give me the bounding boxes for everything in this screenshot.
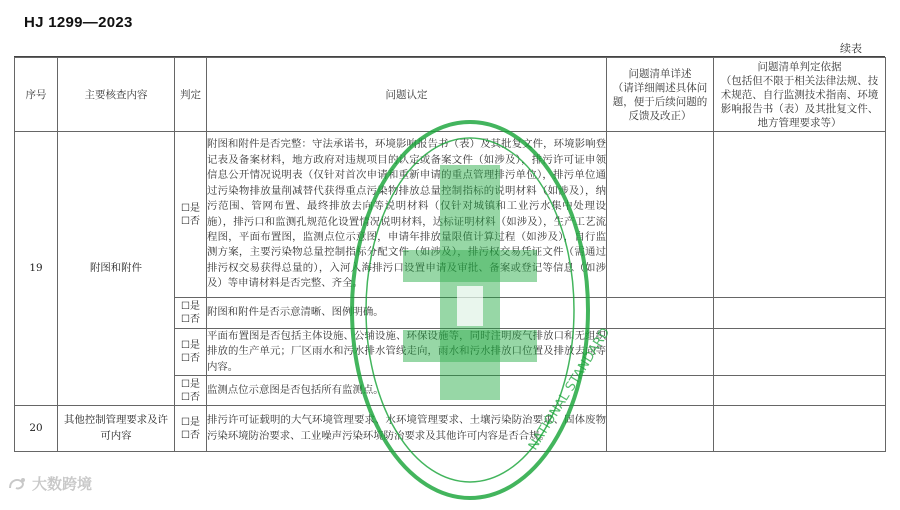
table-row [15, 406, 886, 452]
judge-no-checkbox[interactable]: ☐否 [181, 314, 200, 325]
footer-logo-text: 大数跨境 [32, 475, 93, 493]
detail-cell[interactable] [607, 376, 714, 406]
issue-description: 附图和附件是否示意清晰、图例明确。 [207, 298, 607, 329]
judge-cell [175, 329, 207, 376]
judge-yes-checkbox[interactable]: ☐是 [181, 301, 200, 312]
judge-no-checkbox[interactable]: ☐否 [181, 429, 200, 441]
basis-cell[interactable] [714, 406, 886, 452]
judge-cell [175, 298, 207, 329]
issue-description: 平面布置图是否包括主体设施、公辅设施、环保设施等，同时注明废气排放口和无组织排放的生产单元；厂区雨水和污水排水管线走向，雨水和污水排放口位置及排放去向等内容。 [207, 329, 607, 376]
inspection-item: 附图和附件 [58, 132, 175, 406]
col-header-item: 主要核查内容 [58, 58, 175, 132]
basis-cell[interactable] [714, 298, 886, 329]
col-header-issue: 问题认定 [207, 58, 607, 132]
row-number: 20 [15, 406, 58, 452]
basis-cell[interactable] [714, 329, 886, 376]
footer-logo [8, 473, 92, 494]
watermark-text: NATIONAL STANDARD [525, 325, 614, 454]
judge-yes-checkbox[interactable]: ☐是 [181, 202, 200, 214]
judge-yes-checkbox[interactable]: ☐是 [181, 378, 200, 390]
detail-cell[interactable] [607, 329, 714, 376]
document-code: HJ 1299—2023 [24, 14, 133, 31]
judge-no-checkbox[interactable]: ☐否 [181, 391, 200, 403]
table-row [15, 132, 886, 298]
row-number: 19 [15, 132, 58, 406]
continued-label: 续表 [840, 42, 862, 55]
inspection-table [14, 57, 886, 452]
judge-cell [175, 376, 207, 406]
detail-cell[interactable] [607, 298, 714, 329]
judge-yes-checkbox[interactable]: ☐是 [181, 340, 200, 352]
judge-cell [175, 406, 207, 452]
col-header-judge: 判定 [175, 58, 207, 132]
col-header-no: 序号 [15, 58, 58, 132]
judge-no-checkbox[interactable]: ☐否 [181, 215, 200, 227]
detail-cell[interactable] [607, 406, 714, 452]
judge-cell [175, 132, 207, 298]
detail-cell[interactable] [607, 132, 714, 298]
issue-description: 附图和附件是否完整：守法承诺书，环境影响报告书（表）及其批复文件，环境影响登记表及备案材料，地方政府对违规项目的认定或备案文件（如涉及），排污许可证申领信息公开情况说明表（仅针对首次申请和重新申请的重点管理排污单位），排污单位通过污染物排放量削减替代获得重点污染物排放总量控制指标的说明材料（如涉及），纳污范围、管网布置、最终排放去向等说明材料（仅针对城镇和工业污水集中处理设施），排污口和监测孔规范化设置情况说明材料，达标证明材料（如涉及），生产工艺流程图，平面布置图，监测点位示意图，申请年排放量限值计算过程（如涉及），自行监测方案，主要污染物总量控制指标分配文件（如涉及），排污权交易凭证文件（需通过排污权交易获得总量的），入河入海排污口设置申请及审批、备案或登记等信息（如涉及）等申请材料是否完整、齐全。 [207, 132, 607, 298]
issue-description: 监测点位示意图是否包括所有监测点。 [207, 376, 607, 406]
col-header-detail: 问题清单详述 （请详细阐述具体问题，便于后续问题的反馈及改正） [607, 58, 714, 132]
basis-cell[interactable] [714, 376, 886, 406]
col-header-basis: 问题清单判定依据 （包括但不限于相关法律法规、技术规范、自行监测技术指南、环境影响报告书（表）及其批复文件、地方管理要求等） [714, 58, 886, 132]
issue-description: 排污许可证载明的大气环境管理要求、水环境管理要求、土壤污染防治要求、固体废物污染环境防治要求、工业噪声污染环境防治要求及其他许可内容是否合规。 [207, 406, 607, 452]
judge-yes-checkbox[interactable]: ☐是 [181, 416, 200, 428]
brand-logo-icon [8, 476, 28, 492]
table-header-row [15, 58, 886, 132]
judge-no-checkbox[interactable]: ☐否 [181, 353, 200, 365]
inspection-item: 其他控制管理要求及许可内容 [58, 406, 175, 452]
basis-cell[interactable] [714, 132, 886, 298]
